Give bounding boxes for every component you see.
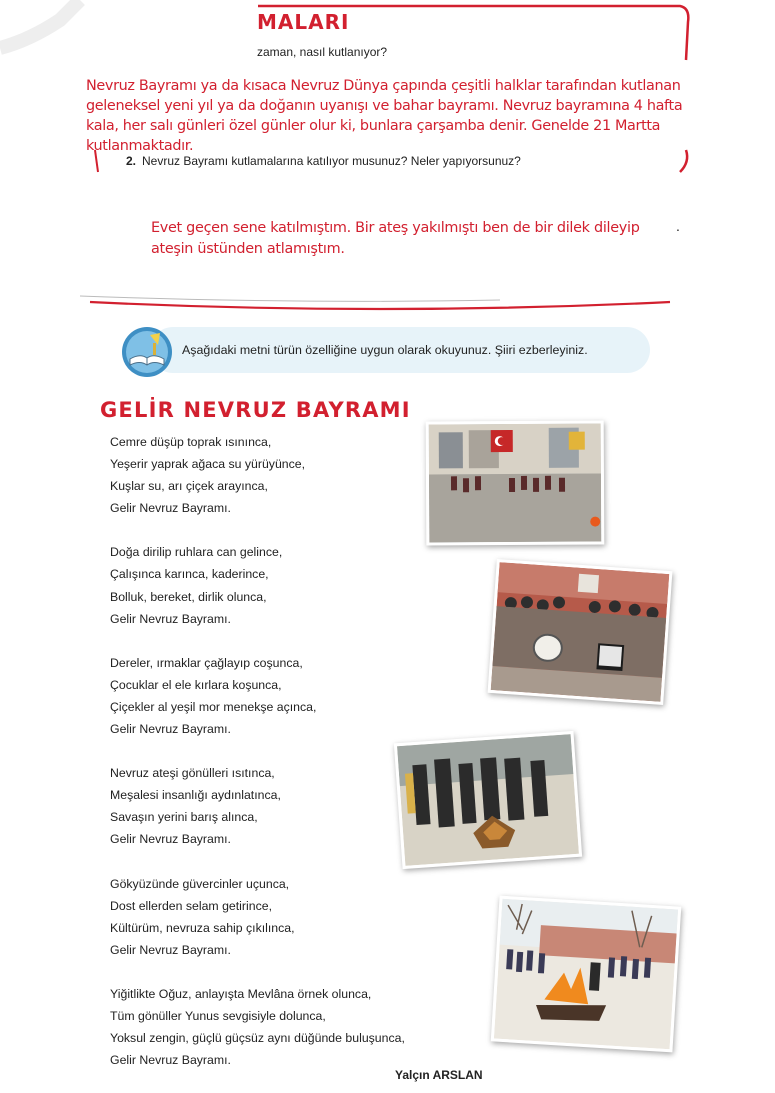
poem-stanza bbox=[110, 652, 470, 740]
poem-line: Meşalesi insanlığı aydınlatınca, bbox=[110, 788, 281, 803]
poem-line: Yiğitlikte Oğuz, anlayışta Mevlâna örnek olunca, bbox=[110, 986, 372, 1001]
poem-line: Çocuklar el ele kırlara koşunca, bbox=[110, 677, 282, 692]
photo-bonfire-schoolyard bbox=[491, 896, 682, 1053]
poem-line: Gökyüzünde güvercinler uçunca, bbox=[110, 876, 290, 891]
photo-men-around-fire bbox=[394, 731, 582, 869]
poem-stanza bbox=[110, 983, 470, 1071]
poem-author: Yalçın ARSLAN bbox=[395, 1068, 483, 1082]
poem-line: Gelir Nevruz Bayramı. bbox=[110, 501, 231, 516]
poem-line: Savaşın yerini barış alınca, bbox=[110, 810, 258, 825]
poem-line: Kuşlar su, arı çiçek arayınca, bbox=[110, 479, 268, 494]
poem-line: Çalışınca karınca, kaderince, bbox=[110, 567, 269, 582]
poem-stanza bbox=[110, 541, 470, 629]
poem-stanza bbox=[110, 431, 470, 519]
question-1-tail: zaman, nasıl kutlanıyor? bbox=[257, 45, 388, 59]
question-2 bbox=[126, 154, 521, 168]
poem-line: Gelir Nevruz Bayramı. bbox=[110, 832, 231, 847]
poem-line: Yeşerir yaprak ağaca su yürüyünce, bbox=[110, 457, 306, 472]
answer-2-trailing-dot: . bbox=[676, 218, 680, 234]
answer-2-text: Evet geçen sene katılmıştım. Bir ateş yakılmıştı ben de bir dilek dileyip ateşin üstünden atlamıştım. bbox=[151, 220, 640, 257]
photo-musicians-drum-accordion bbox=[488, 559, 673, 705]
poem-line: Nevruz ateşi gönülleri ısıtınca, bbox=[110, 766, 275, 781]
poem-stanza bbox=[110, 873, 470, 961]
poem-line: Gelir Nevruz Bayramı. bbox=[110, 611, 231, 626]
poem-line: Tüm gönüller Yunus sevgisiyle dolunca, bbox=[110, 1008, 326, 1023]
poem-line: Gelir Nevruz Bayramı. bbox=[110, 722, 231, 737]
answer-1-text: Nevruz Bayramı ya da kısaca Nevruz Dünya çapında çeşitli halklar tarafından kutlanan geleneksel yeni yıl ya da doğanın uyanışı ve bahar bayramı. Nevruz bayramına 4 hafta kala, her salı günleri özel günler olur ki, bunlara çarşamba denir. Genelde 21 Martta kutlanmaktadır. bbox=[86, 78, 683, 154]
poem-line: Dereler, ırmaklar çağlayıp coşunca, bbox=[110, 655, 303, 670]
poem-line: Dost ellerden selam getirince, bbox=[110, 898, 272, 913]
poem-line: Yoksul zengin, güçlü güçsüz aynı düğünde buluşunca, bbox=[110, 1031, 405, 1046]
photo-folk-dance-courtyard bbox=[426, 421, 605, 546]
reading-book-icon bbox=[120, 325, 174, 379]
poem-line: Çiçekler al yeşil mor menekşe açınca, bbox=[110, 699, 317, 714]
poem-line: Doğa dirilip ruhlara can gelince, bbox=[110, 545, 283, 560]
question-2-text: Nevruz Bayramı kutlamalarına katılıyor musunuz? Neler yapıyorsunuz? bbox=[142, 154, 521, 168]
poem-line: Cemre düşüp toprak ısınınca, bbox=[110, 435, 272, 449]
poem-line: Kültürüm, nevruza sahip çıkılınca, bbox=[110, 920, 295, 935]
poem-line: Gelir Nevruz Bayramı. bbox=[110, 942, 231, 957]
instruction-text: Aşağıdaki metni türün özelliğine uygun olarak okuyunuz. Şiiri ezberleyiniz. bbox=[182, 343, 588, 357]
poem-title: GELİR NEVRUZ BAYRAMI bbox=[100, 398, 411, 422]
poem-line: Gelir Nevruz Bayramı. bbox=[110, 1053, 231, 1068]
poem-line: Bolluk, bereket, dirlik olunca, bbox=[110, 589, 267, 604]
question-2-number: 2. bbox=[126, 154, 137, 168]
section-title-fragment: MALARI bbox=[257, 10, 350, 34]
